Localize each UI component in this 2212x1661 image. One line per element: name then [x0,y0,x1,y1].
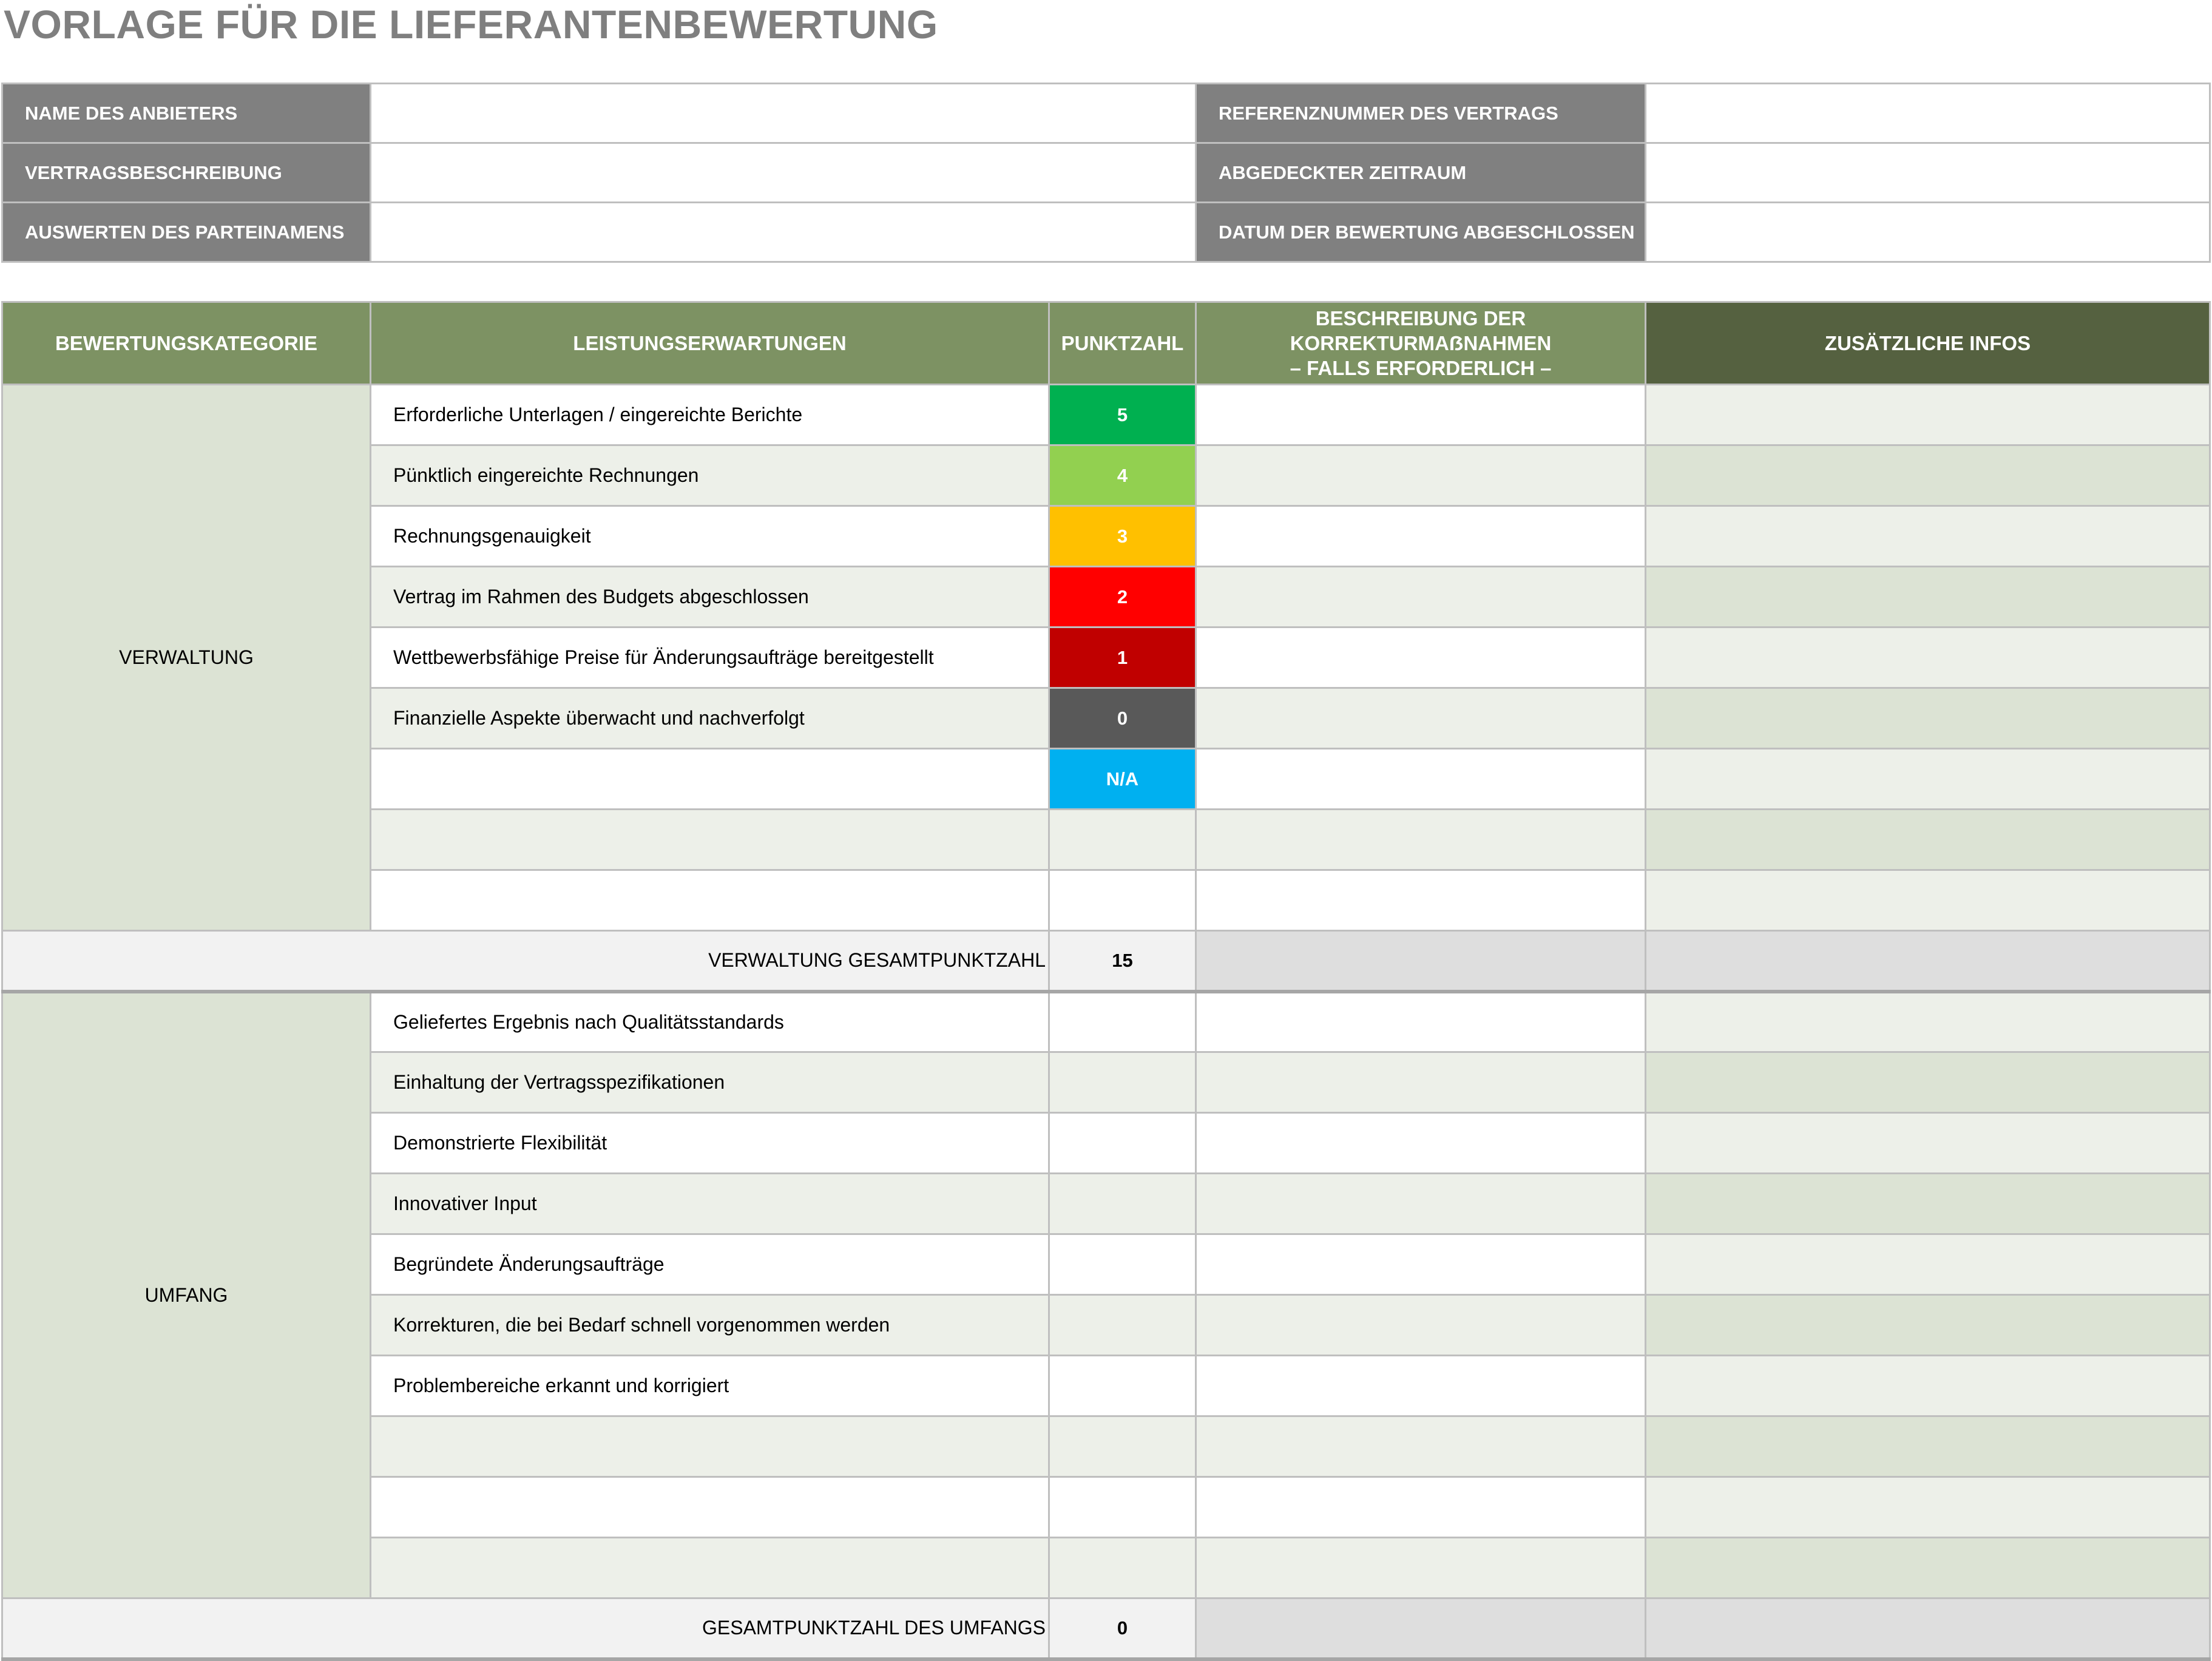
section-total-label: GESAMTPUNKTZAHL DES UMFANGS [2,1598,1049,1659]
total-corrective-cell [1196,931,1646,992]
period-covered-field[interactable] [1646,143,2210,203]
additional-info-cell[interactable] [1646,1295,2210,1356]
additional-info-cell[interactable] [1646,870,2210,931]
expectation-cell[interactable]: Finanzielle Aspekte überwacht und nachverfolgt [371,688,1049,749]
corrective-action-cell[interactable] [1196,445,1646,506]
score-cell[interactable]: N/A [1049,749,1196,810]
section-total-label: VERWALTUNG GESAMTPUNKTZAHL [2,931,1049,992]
expectation-cell[interactable]: Demonstrierte Flexibilität [371,1113,1049,1174]
expectation-cell[interactable]: Vertrag im Rahmen des Budgets abgeschlossen [371,567,1049,628]
corrective-action-cell[interactable] [1196,1356,1646,1416]
section-total-value: 15 [1049,931,1196,992]
corrective-action-cell[interactable] [1196,1113,1646,1174]
score-cell[interactable] [1049,1174,1196,1234]
header-expectations: LEISTUNGSERWARTUNGEN [371,302,1049,385]
expectation-cell[interactable] [371,1416,1049,1477]
section-total-row [2,1598,2210,1659]
score-cell[interactable]: 0 [1049,688,1196,749]
additional-info-cell[interactable] [1646,445,2210,506]
score-cell[interactable]: 3 [1049,506,1196,567]
header-score: PUNKTZAHL [1049,302,1196,385]
expectation-cell[interactable]: Wettbewerbsfähige Preise für Änderungsaufträge bereitgestellt [371,628,1049,688]
category-cell: VERWALTUNG [2,385,371,931]
corrective-action-cell[interactable] [1196,688,1646,749]
contract-info-table [1,83,2211,263]
header-corrective-line-1: BESCHREIBUNG DER [1315,307,1526,330]
expectation-cell[interactable]: Rechnungsgenauigkeit [371,506,1049,567]
evaluation-date-label: DATUM DER BEWERTUNG ABGESCHLOSSEN [1196,203,1646,262]
score-cell[interactable] [1049,1356,1196,1416]
additional-info-cell[interactable] [1646,810,2210,870]
additional-info-cell[interactable] [1646,1356,2210,1416]
expectation-cell[interactable]: Pünktlich eingereichte Rechnungen [371,445,1049,506]
expectation-cell[interactable] [371,1538,1049,1598]
additional-info-cell[interactable] [1646,567,2210,628]
corrective-action-cell[interactable] [1196,810,1646,870]
corrective-action-cell[interactable] [1196,628,1646,688]
total-additional-cell [1646,931,2210,992]
table-row [2,992,2210,1052]
expectation-cell[interactable] [371,1477,1049,1538]
additional-info-cell[interactable] [1646,1416,2210,1477]
expectation-cell[interactable]: Innovativer Input [371,1174,1049,1234]
table-row [2,385,2210,445]
corrective-action-cell[interactable] [1196,749,1646,810]
expectation-cell[interactable]: Korrekturen, die bei Bedarf schnell vorgenommen werden [371,1295,1049,1356]
total-corrective-cell [1196,1598,1646,1659]
section-total-row [2,931,2210,992]
score-cell[interactable]: 5 [1049,385,1196,445]
score-cell[interactable] [1049,1416,1196,1477]
header-corrective-line-2: KORREKTURMAẞNAHMEN [1290,332,1552,354]
corrective-action-cell[interactable] [1196,992,1646,1052]
score-cell[interactable] [1049,1477,1196,1538]
contract-reference-label: REFERENZNUMMER DES VERTRAGS [1196,84,1646,143]
additional-info-cell[interactable] [1646,1538,2210,1598]
corrective-action-cell[interactable] [1196,1416,1646,1477]
score-cell[interactable]: 4 [1049,445,1196,506]
score-cell[interactable] [1049,1052,1196,1113]
score-cell[interactable] [1049,1538,1196,1598]
expectation-cell[interactable]: Geliefertes Ergebnis nach Qualitätsstandards [371,992,1049,1052]
evaluating-party-label: AUSWERTEN DES PARTEINAMENS [2,203,371,262]
vendor-name-label: NAME DES ANBIETERS [2,84,371,143]
contract-description-label: VERTRAGSBESCHREIBUNG [2,143,371,203]
evaluation-date-field[interactable] [1646,203,2210,262]
section-total-value: 0 [1049,1598,1196,1659]
score-cell[interactable]: 2 [1049,567,1196,628]
expectation-cell[interactable]: Begründete Änderungsaufträge [371,1234,1049,1295]
vendor-name-field[interactable] [371,84,1196,143]
corrective-action-cell[interactable] [1196,1477,1646,1538]
period-covered-label: ABGEDECKTER ZEITRAUM [1196,143,1646,203]
expectation-cell[interactable] [371,749,1049,810]
additional-info-cell[interactable] [1646,1113,2210,1174]
header-corrective-actions [1196,302,1646,385]
additional-info-cell[interactable] [1646,1234,2210,1295]
additional-info-cell[interactable] [1646,1052,2210,1113]
header-category: BEWERTUNGSKATEGORIE [2,302,371,385]
score-cell[interactable] [1049,1295,1196,1356]
contract-description-field[interactable] [371,143,1196,203]
category-cell: UMFANG [2,992,371,1598]
expectation-cell[interactable]: Erforderliche Unterlagen / eingereichte Berichte [371,385,1049,445]
corrective-action-cell[interactable] [1196,1052,1646,1113]
expectation-cell[interactable]: Problembereiche erkannt und korrigiert [371,1356,1049,1416]
additional-info-cell[interactable] [1646,992,2210,1052]
header-corrective-line-3: – FALLS ERFORDERLICH – [1290,357,1552,379]
score-cell[interactable] [1049,870,1196,931]
score-cell[interactable] [1049,810,1196,870]
corrective-action-cell[interactable] [1196,385,1646,445]
score-cell[interactable] [1049,1234,1196,1295]
expectation-cell[interactable] [371,810,1049,870]
contract-reference-field[interactable] [1646,84,2210,143]
score-cell[interactable]: 1 [1049,628,1196,688]
score-cell[interactable] [1049,1113,1196,1174]
page-title: VORLAGE FÜR DIE LIEFERANTENBEWERTUNG [4,2,938,47]
score-cell[interactable] [1049,992,1196,1052]
corrective-action-cell[interactable] [1196,567,1646,628]
additional-info-cell[interactable] [1646,385,2210,445]
evaluation-table [1,301,2211,1661]
additional-info-cell[interactable] [1646,628,2210,688]
corrective-action-cell[interactable] [1196,1538,1646,1598]
expectation-cell[interactable] [371,870,1049,931]
corrective-action-cell[interactable] [1196,870,1646,931]
header-additional-info: ZUSÄTZLICHE INFOS [1646,302,2210,385]
corrective-action-cell[interactable] [1196,1174,1646,1234]
evaluation-body [2,385,2210,1659]
corrective-action-cell[interactable] [1196,1295,1646,1356]
additional-info-cell[interactable] [1646,506,2210,567]
corrective-action-cell[interactable] [1196,1234,1646,1295]
additional-info-cell[interactable] [1646,749,2210,810]
evaluating-party-field[interactable] [371,203,1196,262]
total-additional-cell [1646,1598,2210,1659]
additional-info-cell[interactable] [1646,1477,2210,1538]
corrective-action-cell[interactable] [1196,506,1646,567]
additional-info-cell[interactable] [1646,1174,2210,1234]
additional-info-cell[interactable] [1646,688,2210,749]
expectation-cell[interactable]: Einhaltung der Vertragsspezifikationen [371,1052,1049,1113]
